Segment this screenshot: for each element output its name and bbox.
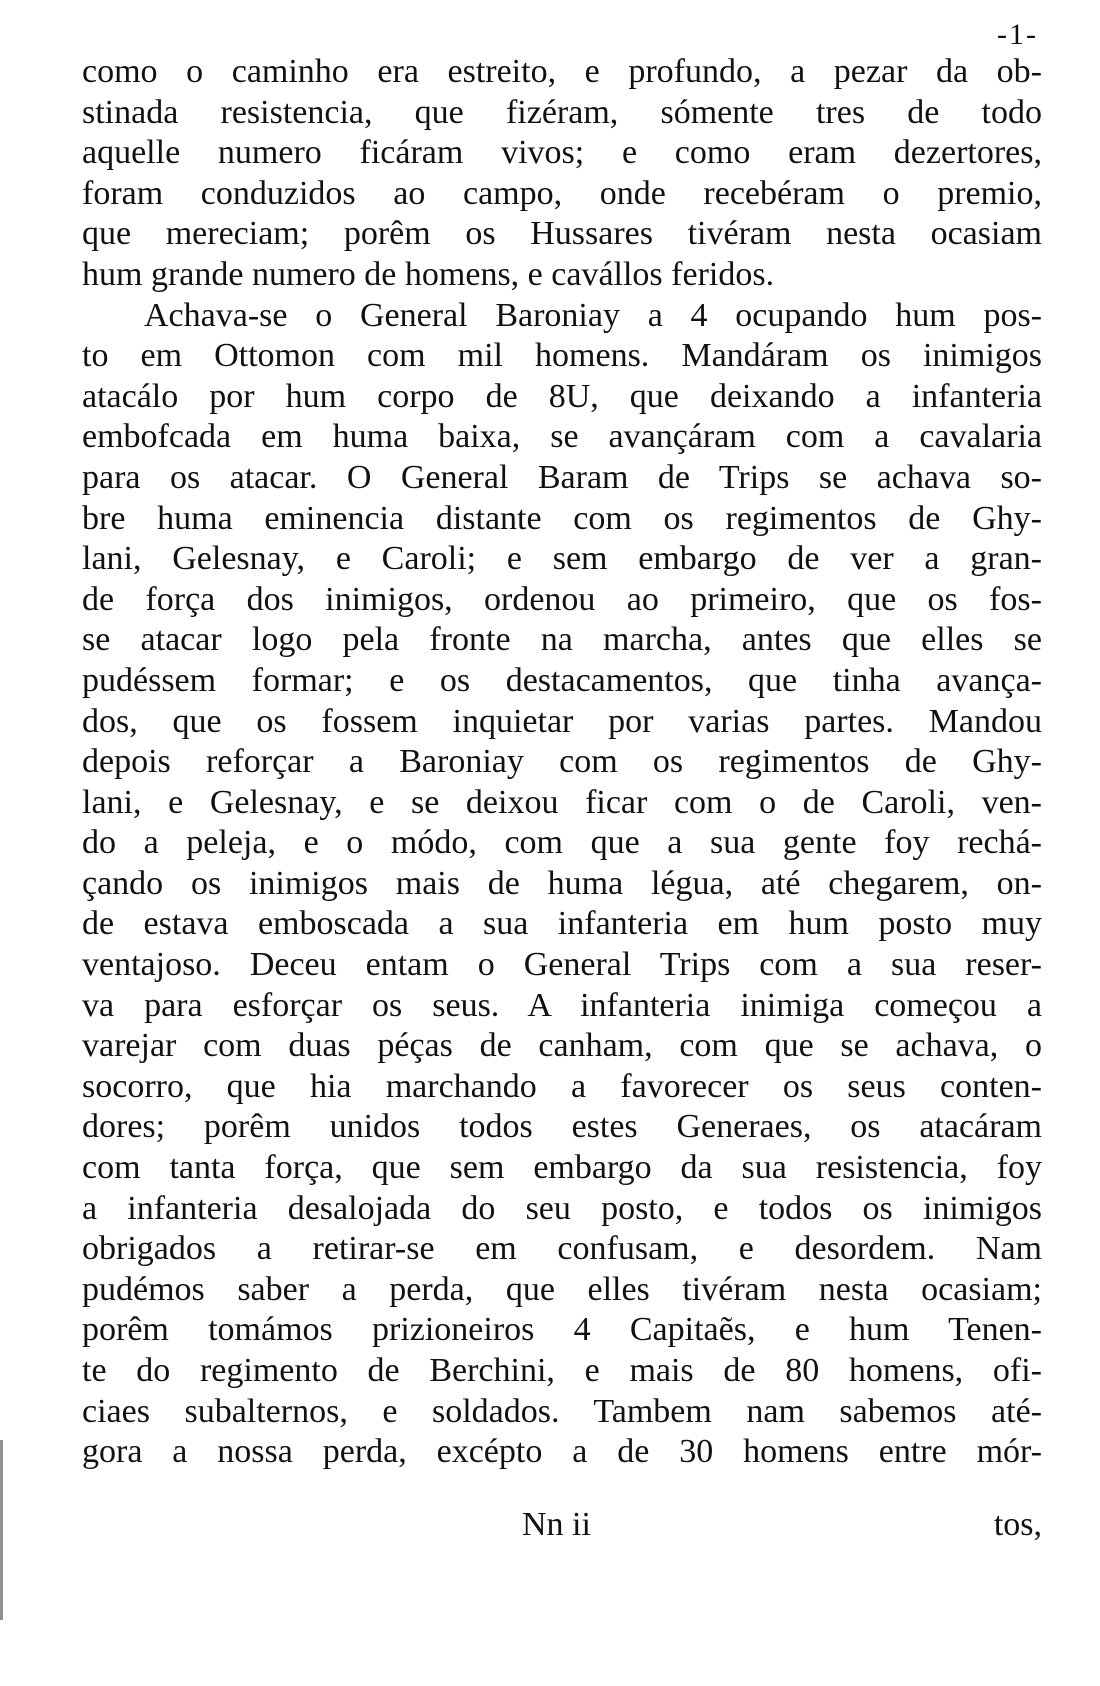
text-line: to em Ottomon com mil homens. Mandáram os inimigos [82,337,1042,375]
text-line: que mereciam; porêm os Hussares tivéram nesta ocasiam [82,215,1042,253]
text-line: se atacar logo pela fronte na marcha, antes que elles se [82,621,1042,659]
catchword: tos, [993,1506,1042,1543]
text-line: ciaes subalternos, e soldados. Tambem nam sabemos até- [82,1392,1042,1430]
text-line: obrigados a retirar-se em confusam, e desordem. Nam [82,1230,1042,1268]
text-line: depois reforçar a Baroniay com os regimentos de Ghy- [82,743,1042,781]
text-line: de estava emboscada a sua infanteria em hum posto muy [82,905,1042,943]
text-line: gora a nossa perda, excépto a de 30 homens entre mór- [82,1433,1042,1471]
text-line: pudémos saber a perda, que elles tivéram nesta ocasiam; [82,1270,1042,1308]
text-line: va para esforçar os seus. A infanteria inimiga começou a [82,986,1042,1024]
text-line: bre huma eminencia distante com os regimentos de Ghy- [82,499,1042,537]
binding-edge-rule [0,1440,3,1620]
text-line: dores; porêm unidos todos estes Generaes, os atacáram [82,1108,1042,1146]
text-line: pudéssem formar; e os destacamentos, que tinha avança- [82,661,1042,699]
text-line: foram conduzidos ao campo, onde recebéram o premio, [82,174,1042,212]
text-line: como o caminho era estreito, e profundo, a pezar da ob- [82,53,1042,90]
text-line: stinada resistencia, que fizéram, sómente tres de todo [82,93,1042,131]
text-line: do a peleja, e o módo, com que a sua gente foy rechá- [82,824,1042,862]
text-line: socorro, que hia marchando a favorecer os seus conten- [82,1067,1042,1105]
text-line: dos, que os fossem inquietar por varias partes. Mandou [82,702,1042,740]
text-line: ventajoso. Deceu entam o General Trips com a sua reser- [82,946,1042,984]
text-line: para os atacar. O General Baram de Trips se achava so- [82,458,1042,496]
text-line: çando os inimigos mais de huma légua, até chegarem, on- [82,864,1042,902]
text-line: Achava-se o General Baroniay a 4 ocupando hum pos- [144,296,1042,334]
text-line: a infanteria desalojada do seu posto, e todos os inimigos [82,1189,1042,1227]
page-footer [82,1506,1042,1550]
body-text [82,52,1042,1473]
text-line: embofcada em huma baixa, se avançáram com a cavalaria [82,418,1042,456]
text-line: lani, Gelesnay, e Caroli; e sem embargo de ver a gran- [82,540,1042,578]
text-line: hum grande numero de homens, e cavállos feridos. [82,255,775,293]
text-line: aquelle numero ficáram vivos; e como eram dezertores, [82,134,1042,172]
page-number: -1- [997,18,1038,51]
signature-mark: Nn ii [522,1506,591,1543]
text-line: varejar com duas péças de canham, com que se achava, o [82,1027,1042,1065]
text-line: atacálo por hum corpo de 8U, que deixando a infanteria [82,377,1042,415]
text-line: lani, e Gelesnay, e se deixou ficar com o de Caroli, ven- [82,783,1042,821]
text-line: de força dos inimigos, ordenou ao primeiro, que os fos- [82,580,1042,618]
text-line: porêm tomámos prizioneiros 4 Capitaẽs, e hum Tenen- [82,1311,1042,1349]
text-line: com tanta força, que sem embargo da sua resistencia, foy [82,1149,1042,1187]
text-line: te do regimento de Berchini, e mais de 80 homens, ofi- [82,1352,1042,1389]
